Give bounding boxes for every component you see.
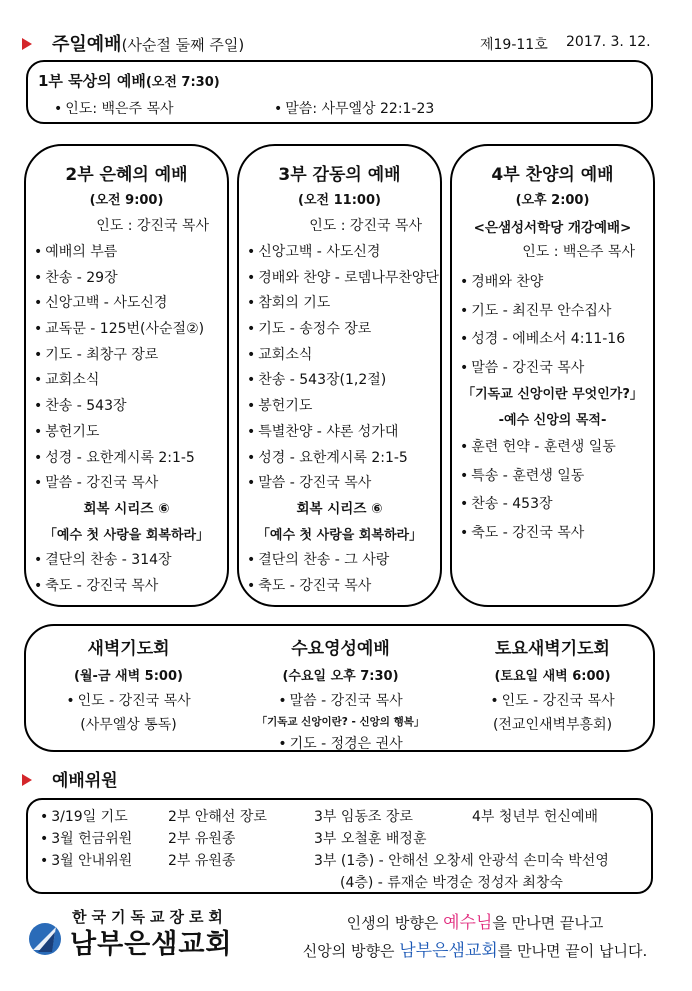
list-item: • 찬송 - 453장 bbox=[460, 490, 653, 519]
slogan-line-1 bbox=[290, 908, 660, 933]
committee-row-label: • 3월 헌금위원 bbox=[40, 828, 132, 848]
sermon-series: 회복 시리즈 ⑥ bbox=[83, 500, 170, 517]
service3-time: (오전 11:00) bbox=[298, 193, 381, 208]
list-item: • 훈련 헌약 - 훈련생 일동 bbox=[460, 433, 653, 462]
slogan-highlight-church: 남부은샘교회 bbox=[399, 941, 498, 961]
service2-leader: 인도 : 강진국 목사 bbox=[96, 218, 209, 234]
wednesday-section bbox=[238, 634, 443, 753]
list-item: • 축도 - 강진국 목사 bbox=[247, 574, 440, 600]
service4-box bbox=[450, 144, 655, 607]
list-item: • 축도 - 강진국 목사 bbox=[460, 519, 653, 548]
sermon-series: 회복 시리즈 ⑥ bbox=[296, 500, 383, 517]
wednesday-sermon: • 말씀 - 강진국 목사 bbox=[238, 690, 443, 710]
list-item: • 찬송 - 29장 bbox=[34, 266, 227, 292]
service4-title: 4부 찬양의 예배 bbox=[491, 165, 614, 185]
wednesday-time: (수요일 오후 7:30) bbox=[282, 669, 399, 684]
list-item: • 기도 - 송정수 장로 bbox=[247, 317, 440, 343]
list-item: • 기도 - 최창구 장로 bbox=[34, 343, 227, 369]
committee-cell: 2부 유원종 bbox=[168, 831, 236, 847]
saturday-text: (전교인새벽부흥회) bbox=[492, 717, 613, 733]
dawn-time: (월-금 새벽 5:00) bbox=[74, 669, 183, 684]
service1-leader: • 인도: 백은주 목사 bbox=[54, 98, 174, 118]
saturday-section bbox=[450, 634, 655, 734]
saturday-title: 토요새벽기도회 bbox=[495, 639, 610, 659]
committee-row-label: • 3월 안내위원 bbox=[40, 850, 132, 870]
service3-box bbox=[237, 144, 442, 607]
service2-time: (오전 9:00) bbox=[89, 193, 164, 208]
list-item: • 신앙고백 - 사도신경 bbox=[34, 291, 227, 317]
committee-cell: 3부 임동조 장로 bbox=[314, 809, 413, 825]
slogan-text: 를 만나면 끝이 납니다. bbox=[497, 942, 648, 960]
dawn-section bbox=[26, 634, 231, 734]
service2-box bbox=[24, 144, 229, 607]
slogan-text: 인생의 방향은 bbox=[346, 914, 444, 932]
service2-title: 2부 은혜의 예배 bbox=[65, 165, 188, 185]
committee-cell: 3부 (1층) - 안해선 오창세 안광석 손미숙 박선영 bbox=[314, 853, 609, 869]
church-logo-icon bbox=[28, 922, 62, 956]
service3-order-list bbox=[239, 240, 440, 600]
committee-row-label: • 3/19일 기도 bbox=[40, 806, 128, 826]
list-item: • 성경 - 요한계시록 2:1-5 bbox=[34, 446, 227, 472]
slogan-line-2 bbox=[290, 936, 660, 961]
slogan-text: 을 만나면 끝나고 bbox=[492, 914, 604, 932]
service3-title: 3부 감동의 예배 bbox=[278, 165, 401, 185]
committee-arrow-icon bbox=[22, 774, 32, 786]
issue-number: 제19-11호 bbox=[480, 37, 548, 53]
list-item: • 봉헌기도 bbox=[34, 420, 227, 446]
service1-sermon: • 말씀: 사무엘상 22:1-23 bbox=[274, 98, 434, 118]
list-item: • 특송 - 훈련생 일동 bbox=[460, 462, 653, 491]
list-item: • 교회소식 bbox=[247, 343, 440, 369]
list-item: • 찬송 - 543장 bbox=[34, 394, 227, 420]
service4-leader: 인도 : 백은주 목사 bbox=[522, 244, 635, 260]
committee-cell: 2부 안해선 장로 bbox=[168, 809, 267, 825]
committee-title: 예배위원 bbox=[52, 771, 118, 791]
list-item: • 특별찬양 - 샤론 성가대 bbox=[247, 420, 440, 446]
committee-cell: 3부 오철훈 배정훈 bbox=[314, 831, 427, 847]
list-item: • 기도 - 최진무 안수집사 bbox=[460, 297, 653, 326]
sermon-title: 「기독교 신앙이란 무엇인가?」 bbox=[462, 387, 643, 402]
list-item: • 말씀 - 강진국 목사 bbox=[247, 471, 440, 497]
weekday-box bbox=[24, 624, 655, 752]
slogan-highlight-jesus: 예수님 bbox=[443, 913, 493, 933]
dawn-leader: • 인도 - 강진국 목사 bbox=[26, 690, 231, 710]
service1-box bbox=[26, 60, 653, 124]
service4-event: <은샘성서학당 개강예배> bbox=[473, 220, 632, 236]
service4-time: (오후 2:00) bbox=[515, 193, 590, 208]
sermon-title: 「예수 첫 사랑을 회복하라」 bbox=[43, 527, 210, 543]
issue-date: 2017. 3. 12. bbox=[566, 34, 651, 50]
list-item: • 교독문 - 125번(사순절②) bbox=[34, 317, 227, 343]
list-item: • 말씀 - 강진국 목사 bbox=[34, 471, 227, 497]
committee-box bbox=[26, 798, 653, 894]
service4-order-list bbox=[452, 268, 653, 547]
service3-leader: 인도 : 강진국 목사 bbox=[309, 218, 422, 234]
committee-cell: (4층) - 류재순 박경순 정성자 최창숙 bbox=[340, 875, 563, 891]
wednesday-prayer: • 기도 - 정경은 권사 bbox=[238, 733, 443, 753]
page-subtitle: (사순절 둘째 주일) bbox=[121, 36, 245, 54]
list-item: • 경배와 찬양 - 로뎀나무찬양단 bbox=[247, 266, 440, 292]
dawn-title: 새벽기도회 bbox=[87, 639, 170, 659]
saturday-time: (토요일 새벽 6:00) bbox=[494, 669, 611, 684]
list-item: • 말씀 - 강진국 목사 bbox=[460, 354, 653, 383]
service1-time: (오전 7:30) bbox=[145, 75, 220, 90]
committee-cell: 4부 청년부 헌신예배 bbox=[472, 809, 598, 825]
list-item: • 참회의 기도 bbox=[247, 291, 440, 317]
church-name: 남부은샘교회 bbox=[70, 929, 233, 960]
list-item: • 경배와 찬양 bbox=[460, 268, 653, 297]
dawn-text: (사무엘상 통독) bbox=[80, 717, 177, 733]
committee-cell: 2부 유원종 bbox=[168, 853, 236, 869]
saturday-leader: • 인도 - 강진국 목사 bbox=[450, 690, 655, 710]
wednesday-sermon-title: 「기독교 신앙이란? - 신앙의 행복」 bbox=[256, 716, 425, 728]
service2-order-list bbox=[26, 240, 227, 600]
denomination-name: 한국기독교장로회 bbox=[72, 908, 228, 926]
page-title: 주일예배 bbox=[52, 34, 122, 55]
slogan-text: 신앙의 방향은 bbox=[302, 942, 400, 960]
sermon-subtitle: -예수 신앙의 목적- bbox=[498, 412, 607, 428]
list-item: • 성경 - 에베소서 4:11-16 bbox=[460, 325, 653, 354]
list-item: • 예배의 부름 bbox=[34, 240, 227, 266]
list-item: • 결단의 찬송 - 그 사랑 bbox=[247, 548, 440, 574]
list-item: • 축도 - 강진국 목사 bbox=[34, 574, 227, 600]
header-arrow-icon bbox=[22, 38, 32, 50]
sermon-title: 「예수 첫 사랑을 회복하라」 bbox=[256, 527, 423, 543]
list-item: • 교회소식 bbox=[34, 368, 227, 394]
list-item: • 결단의 찬송 - 314장 bbox=[34, 548, 227, 574]
wednesday-title: 수요영성예배 bbox=[291, 639, 390, 659]
service1-heading bbox=[38, 70, 220, 91]
list-item: • 신앙고백 - 사도신경 bbox=[247, 240, 440, 266]
service1-title: 1부 묵상의 예배 bbox=[38, 72, 146, 90]
list-item: • 봉헌기도 bbox=[247, 394, 440, 420]
list-item: • 성경 - 요한계시록 2:1-5 bbox=[247, 446, 440, 472]
list-item: • 찬송 - 543장(1,2절) bbox=[247, 368, 440, 394]
header-title-row bbox=[52, 30, 244, 56]
